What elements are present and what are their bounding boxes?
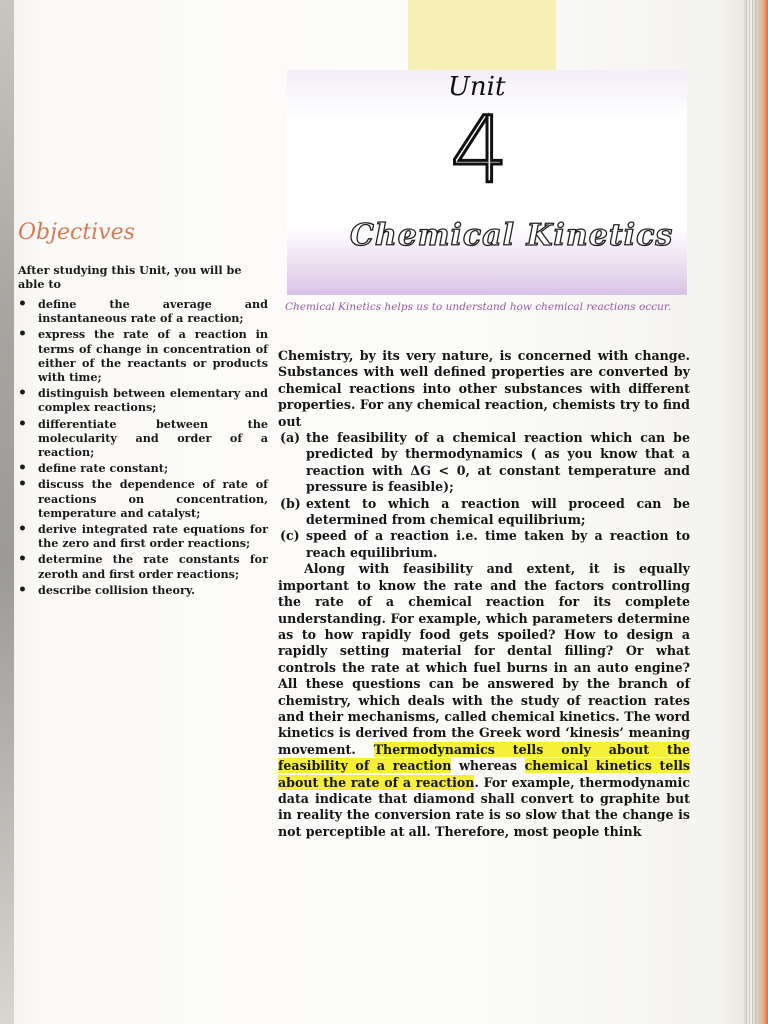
page-left-edge — [0, 0, 14, 1024]
objectives-heading: Objectives — [18, 220, 135, 245]
key-term: chemical kinetics — [491, 708, 616, 724]
highlighted-text: chemical kinetics tells about the rate of a reaction — [278, 758, 690, 790]
objective-item: • define the average and instantaneous rate of a reaction; — [18, 297, 268, 325]
book-right-edge — [744, 0, 768, 1024]
point-text: extent to which a reaction will proceed can be determined from chemical equilibrium; — [306, 495, 690, 528]
objective-item: • derive integrated rate equations for the zero and first order reactions; — [18, 522, 268, 550]
chapter-title: Chemical Kinetics — [350, 218, 674, 253]
para-text: . For example, thermodynamic data indicate that diamond shall convert to graphite but in reality the conversion rate is so slow that the change is not perceptible at all. Therefore, most people think — [278, 774, 690, 839]
point-label: (c) — [280, 528, 300, 544]
objectives-intro: After studying this Unit, you will be able to — [18, 263, 242, 291]
objective-item: • define rate constant; — [18, 461, 268, 475]
objective-item: • discuss the dependence of rate of reactions on concentration, temperature and catalyst; — [18, 477, 268, 520]
highlighted-text: Thermodynamics tells only about the feasibility of a reaction — [278, 741, 691, 774]
point-label: (b) — [280, 495, 301, 511]
objective-item: • express the rate of a reaction in terms of change in concentration of either of the reactants or products with time; — [18, 327, 268, 384]
point-c — [278, 528, 690, 561]
objective-item: • describe collision theory. — [18, 583, 268, 597]
objective-item: • differentiate between the molecularity and order of a reaction; — [18, 417, 268, 460]
point-text: speed of a reaction i.e. time taken by a reaction to reach equilibrium. — [306, 528, 690, 560]
connector-text: whereas — [451, 758, 525, 774]
unit-number: 4 — [450, 97, 509, 204]
chapter-tagline: Chemical Kinetics helps us to understand how chemical reactions occur. — [285, 301, 672, 313]
para-text: Along with feasibility and extent, it is equally important to know the rate and the factors controlling the rate of a chemical reaction for its complete understanding. For example, which parameters determine as to how rapidly food gets spoiled? How to design a rapidly setting material for dental filling? Or what controls the rate at which fuel burns in an auto engine? All these questions can be answered by the branch of chemistry, which deals with the study of reaction rates and their mechanisms, called — [278, 561, 690, 724]
point-b — [278, 496, 690, 529]
second-paragraph — [278, 561, 690, 840]
unit-label: Unit — [448, 72, 506, 102]
point-a — [278, 430, 690, 496]
intro-paragraph: Chemistry, by its very nature, is concerned with change. Substances with well defined properties are converted by chemical reactions into other substances with different properties. For any chemical reaction, chemists try to find out — [278, 348, 690, 429]
objective-item: • distinguish between elementary and complex reactions; — [18, 386, 268, 414]
body-text — [278, 348, 690, 840]
point-label: (a) — [280, 430, 301, 446]
para-text: . The word kinetics is derived from the Greek word ‘kinesis’ meaning movement. — [278, 708, 690, 757]
objective-item: • determine the rate constants for zeroth and first order reactions; — [18, 552, 268, 580]
point-text: the feasibility of a chemical reaction which can be predicted by thermodynamics ( as you know that a reaction with ΔG < 0, at constant temperature and pressure is feasible); — [306, 430, 690, 495]
objectives-list — [18, 297, 268, 599]
